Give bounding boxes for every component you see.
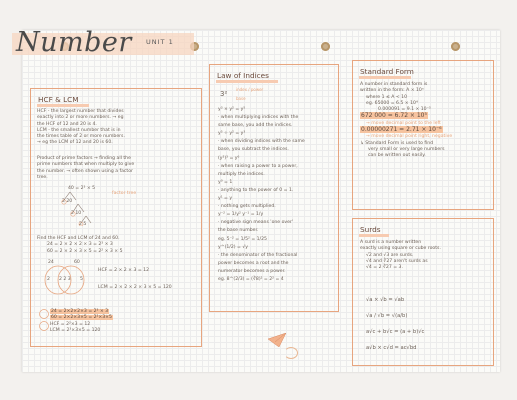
factor-tree-branch-3: 2 5	[79, 222, 87, 227]
text-line: written in the form: A × 10ⁿ	[360, 88, 424, 94]
text-line: y¹ = y	[218, 196, 233, 202]
text-line: → move decimal point right, negative	[366, 134, 453, 140]
venn-label-a: 24	[48, 260, 54, 265]
factor-tree-branch-1: 2 20	[62, 199, 73, 204]
text-line: prime numbers that when multiply to give	[37, 162, 135, 168]
text-line: eg. 65000 = 6.5 × 10⁴	[366, 100, 418, 106]
venn-left: 2	[47, 277, 50, 282]
unit-label: UNIT 1	[146, 38, 174, 46]
indices-title-underline	[216, 80, 278, 83]
text-line: √4 and ∛27 aren't surds as	[366, 258, 428, 264]
text-line: y³ × y² = y⁵	[218, 107, 246, 112]
text-line: · when raising a power to a power,	[218, 163, 298, 169]
text-line: LCM - the smallest number that is in	[37, 127, 121, 133]
text-line: √2 and √3 are surds.	[366, 252, 414, 258]
binder-hole-4	[451, 42, 460, 51]
text-line: eg. 8^(2/3) = (∛8)² = 2² = 4	[218, 276, 284, 282]
text-line: y⁻² = 1/y² y⁻¹ = 1/y	[218, 212, 264, 218]
worked-example	[37, 236, 123, 255]
plane-trail-doodle	[284, 347, 298, 359]
text-line: · when multiplying indices with the	[218, 115, 299, 121]
text-line: same base, you add the indices.	[218, 123, 293, 129]
text-line: · nothing gets multiplied.	[218, 204, 276, 210]
text-line: can be written out easily.	[368, 153, 426, 159]
text-line: → eg the LCM of 12 and 20 is 60.	[37, 140, 113, 146]
text-line: 60 = 2×2×3×5 = 2²×3×5	[51, 315, 112, 321]
surds-title: Surds	[360, 225, 381, 234]
surds-definition	[360, 240, 441, 271]
hcf-title-underline	[37, 104, 89, 107]
indices-rules	[218, 106, 305, 284]
surds-title-underline	[359, 234, 389, 237]
text-line: √4 = 2 ∛27 = 3.	[366, 265, 403, 271]
text-line: → move decimal point to the left	[366, 120, 441, 126]
index-example: 3²	[220, 90, 228, 98]
factor-tree-root: 40 = 2³ × 5	[68, 186, 96, 191]
surd-rule: √a × √b = √ab	[366, 297, 405, 303]
factor-tree-branch-2: 2 10	[71, 211, 82, 216]
text-line: the HCF of 12 and 20 is 4.	[37, 121, 97, 127]
text-line: tree.	[37, 174, 48, 180]
venn-small-sketch	[38, 306, 50, 336]
standard-form-title: Standard Form	[360, 67, 414, 76]
text-line: A surd is a number written	[360, 240, 422, 245]
hcf-lcm-definitions	[37, 109, 125, 147]
text-line: 672 000 = 6.72 × 10⁵	[361, 112, 427, 120]
text-line: the number. → often shown using a factor	[37, 168, 133, 174]
text-line: y^(1/2) = √y	[218, 244, 248, 250]
text-line: eg. 5⁻² = 1/5² = 1/25	[218, 236, 267, 242]
standard-form-notes	[360, 82, 452, 160]
text-line: 24 = 2 × 2 × 2 × 3 = 2³ × 3	[47, 242, 113, 248]
text-line: · when dividing indices with the same	[218, 139, 305, 145]
prime-factors-intro	[37, 156, 134, 181]
paper-plane-doodle	[268, 333, 286, 347]
text-line: Product of prime factors → finding all the	[37, 156, 131, 161]
text-line: base, you subtract the indices.	[218, 147, 289, 153]
text-line: LCM = 2³×3×5 = 120	[50, 327, 101, 333]
text-line: 24 = 2×2×2×3 = 2³ × 3	[51, 309, 109, 314]
text-line: y⁵ ÷ y² = y³	[218, 131, 246, 137]
text-line: power becomes a root and the	[218, 260, 289, 266]
text-line: HCF - the largest number that divides	[37, 109, 124, 114]
text-line: very small or very large numbers	[368, 146, 445, 152]
text-line: the times table of 2 or more numbers.	[37, 134, 125, 140]
surd-rule: a√c + b√c = (a + b)√c	[366, 329, 425, 335]
page-title: Number	[16, 27, 132, 58]
text-line: 0.000091 = 9.1 × 10⁻⁵	[378, 107, 431, 113]
venn-right: 5	[80, 277, 83, 282]
index-note-base: base	[236, 96, 246, 101]
surd-rule: √a / √b = √(a/b)	[366, 313, 408, 319]
surds-rules	[366, 292, 424, 356]
text-line: (y²)³ = y⁶	[218, 155, 240, 161]
text-line: A number in standard form is	[360, 82, 428, 87]
factor-tree-label: factor tree	[112, 191, 137, 196]
text-line: numerator becomes a power.	[218, 268, 286, 274]
text-line: where 1 ≤ A < 10	[366, 94, 408, 100]
hcf-result: HCF = 2 × 2 × 3 = 12	[98, 268, 149, 273]
surd-rule: a√b × c√d = ac√bd	[366, 345, 417, 351]
indices-title: Law of Indices	[217, 71, 269, 80]
venn-label-b: 60	[74, 260, 80, 265]
venn-mid: 2 2 3	[59, 277, 71, 282]
hcf-lcm-title: HCF & LCM	[38, 95, 79, 104]
text-line: exactly using square or cube roots.	[360, 246, 441, 252]
text-line: · the denominator of the fractional	[218, 252, 298, 258]
text-line: multiply the indices.	[218, 171, 265, 177]
lcm-result: LCM = 2 × 2 × 2 × 3 × 5 = 120	[98, 285, 172, 290]
standard-form-title-underline	[359, 76, 411, 79]
index-note-power: index / power	[236, 87, 264, 92]
text-line: HCF = 2²×3 = 12	[50, 321, 91, 327]
text-line: exactly into 2 or more numbers. → eg	[37, 115, 124, 121]
text-line: ↳ Standard Form is used to find	[360, 140, 434, 146]
text-line: 60 = 2 × 2 × 3 × 5 = 2² × 3 × 5	[47, 248, 123, 254]
example-question: Find the HCF and LCM of 24 and 60.	[37, 236, 120, 241]
text-line: the base number.	[218, 228, 259, 234]
text-line: 0.00000271 = 2.71 × 10⁻⁶	[361, 126, 442, 134]
factor-tree-branches	[60, 190, 100, 226]
text-line: · anything to the power of 0 = 1.	[218, 187, 294, 193]
binder-hole-3	[321, 42, 330, 51]
hcf-lcm-summary	[50, 309, 113, 334]
text-line: y⁰ = 1	[218, 179, 233, 185]
text-line: · negative sign means 'one over'	[218, 220, 294, 226]
